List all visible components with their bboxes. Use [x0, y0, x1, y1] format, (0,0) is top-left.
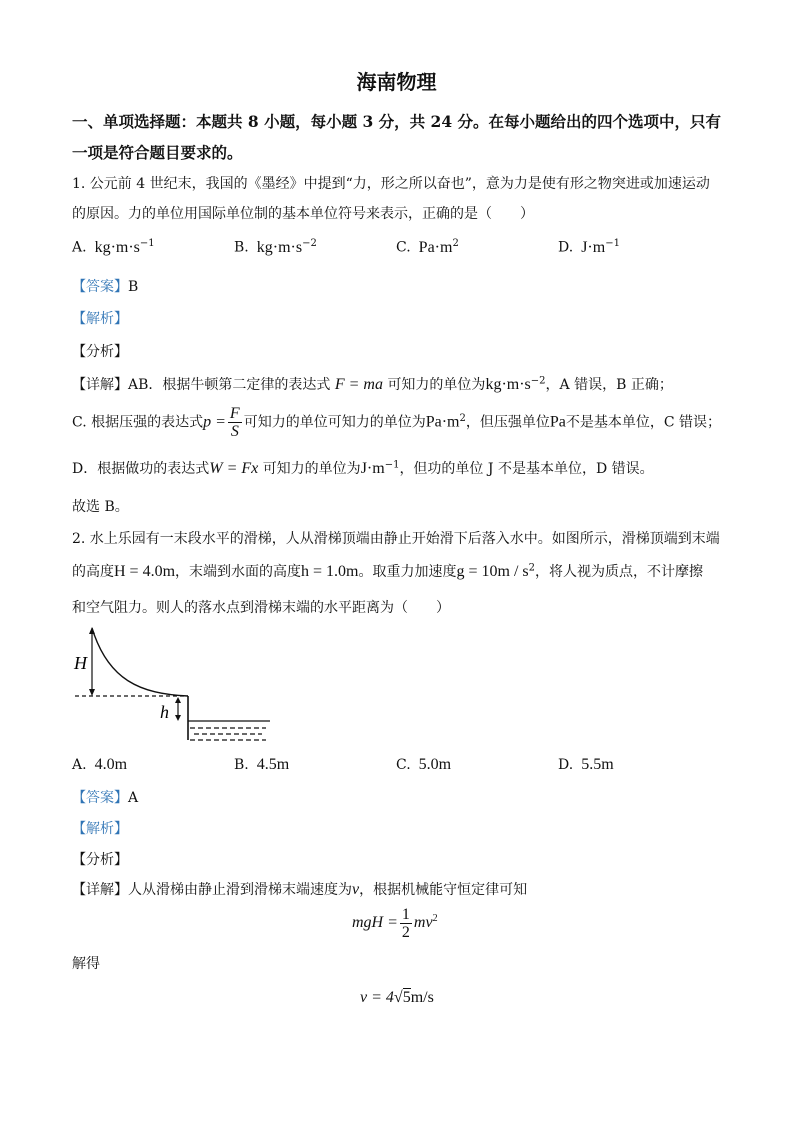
option-value: 5.5m [581, 756, 614, 773]
q1-fenxi-label: 【分析】 [72, 344, 128, 360]
option-exponent: −1 [605, 238, 620, 249]
q1-option-a [72, 238, 155, 257]
option-value: 4.5m [256, 756, 290, 773]
sqrt-icon: √ [393, 989, 403, 1006]
detail-text: 人从滑梯由静止滑到滑梯末端速度为 [128, 882, 352, 898]
q1-stem-line1: 1. 公元前 4 世纪末，我国的《墨经》中提到“力，形之所以奋也”，意为力是使有形之物突进或加速运动 [72, 176, 710, 192]
detail-text: 可知力的单位可知力的单位为 [243, 414, 426, 431]
unit: Pa·m [425, 413, 460, 431]
half-fraction [400, 906, 412, 941]
fraction-denominator: 2 [401, 924, 410, 941]
detail-text: ，根据机械能守恒定律可知 [359, 882, 528, 898]
stem-text: ，末端到水面的高度 [175, 564, 302, 580]
eq-left: mgH = [352, 914, 398, 932]
option-letter: B. [234, 757, 249, 773]
unit: J·m [360, 460, 385, 477]
option-value: 5.0m [418, 756, 452, 773]
unit: Pa [549, 413, 566, 431]
eq-right: mv [413, 914, 433, 932]
answer-label: 【答案】 [72, 790, 128, 806]
section-heading-line2: 一项是符合题目要求的。 [72, 143, 243, 162]
q1-option-b [234, 238, 317, 257]
unit-exponent: −2 [530, 375, 546, 387]
stem-text: 的高度 [72, 564, 114, 580]
answer-value: B [128, 279, 139, 295]
velocity-result [360, 989, 434, 1007]
q2-option-d [558, 756, 614, 774]
q1-answer [72, 276, 138, 296]
option-unit: kg·m·s [256, 238, 303, 256]
H-label: H [74, 653, 87, 673]
q1-analysis-label: 【解析】 [72, 311, 128, 327]
eq-exponent: 2 [432, 912, 438, 924]
detail-text: ，但压强单位 [465, 414, 550, 431]
option-exponent: −1 [139, 238, 155, 249]
fraction-numerator: 1 [401, 906, 410, 923]
detail-text: AB．根据牛顿第二定律的表达式 [128, 377, 331, 393]
option-letter: A. [72, 239, 87, 256]
detail-text: 不是基本单位，C 错误； [565, 414, 722, 431]
newton-formula: F = ma [334, 376, 383, 393]
result-unit: m/s [410, 989, 434, 1006]
slide-figure [70, 622, 280, 747]
gravity-exponent: 2 [528, 562, 536, 574]
work-formula: W = Fx [209, 460, 259, 477]
detail-text: ，但功的单位 J 不是基本单位，D 错误。 [399, 461, 654, 477]
detail-text: 可知力的单位为 [262, 461, 361, 477]
q2-detail-line1 [72, 879, 527, 899]
answer-value: A [128, 790, 139, 806]
arrow-down-icon [175, 715, 181, 721]
detail-text: ，A 错误，B 正确； [545, 377, 673, 393]
stem-text: 。取重力加速度 [358, 564, 457, 580]
q2-fenxi-label: 【分析】 [72, 852, 128, 868]
option-unit: Pa·m [418, 238, 453, 256]
q2-analysis-label: 【解析】 [72, 821, 128, 837]
q1-detail-line1 [72, 374, 673, 394]
q2-stem-line2 [72, 561, 703, 581]
q2-stem-line1: 2. 水上乐园有一末段水平的滑梯，人从滑梯顶端由静止开始滑下后落入水中。如图所示，滑梯顶端到末端 [72, 531, 720, 547]
option-letter: A. [72, 757, 87, 773]
unit-exponent: 2 [459, 412, 466, 424]
stem-text: ，将人视为质点，不计摩擦 [535, 564, 704, 580]
answer-label: 【答案】 [72, 279, 128, 295]
q2-stem-line3: 和空气阻力。则人的落水点到滑梯末端的水平距离为（ ） [72, 600, 450, 616]
section-heading-line1: 一、单项选择题：本题共 8 小题，每小题 3 分，共 24 分。在每小题给出的四个选项中，只有 [72, 112, 722, 131]
option-unit: J·m [581, 238, 606, 256]
q1-detail-line2 [72, 405, 721, 440]
energy-equation [352, 906, 438, 941]
detail-text: D．根据做功的表达式 [72, 461, 210, 477]
option-letter: C. [396, 239, 411, 256]
detail-text: C. 根据压强的表达式 [72, 414, 204, 431]
option-letter: B. [234, 239, 249, 256]
option-value: 4.0m [94, 756, 128, 773]
q1-conclusion: 故选 B。 [72, 499, 129, 515]
pressure-p: p = [203, 413, 226, 431]
jiede-label: 解得 [72, 956, 100, 972]
q2-option-a [72, 756, 127, 774]
arrow-up-icon [175, 697, 181, 703]
detail-label: 【详解】 [72, 377, 128, 393]
detail-text: 可知力的单位为 [387, 377, 486, 393]
height-h: h = 1.0m [301, 563, 359, 580]
q1-stem-line2: 的原因。力的单位用国际单位制的基本单位符号来表示，正确的是（ ） [72, 206, 534, 222]
option-unit: kg·m·s [94, 238, 140, 256]
detail-label: 【详解】 [72, 882, 128, 898]
option-letter: C. [396, 757, 411, 773]
q1-option-c [396, 238, 459, 257]
option-exponent: −2 [302, 238, 317, 249]
q2-option-b [234, 756, 289, 774]
slide-curve [92, 628, 188, 696]
q1-option-d [558, 238, 620, 257]
height-H: H = 4.0m [114, 563, 176, 580]
result-left: v = 4 [360, 989, 394, 1006]
pressure-fraction [228, 405, 242, 440]
option-exponent: 2 [452, 238, 459, 249]
fraction-numerator: F [229, 405, 240, 422]
radicand: 5 [402, 989, 411, 1006]
fraction-denominator: S [230, 423, 239, 440]
page-title: 海南物理 [356, 70, 437, 94]
q2-option-c [396, 756, 451, 774]
h-label: h [160, 702, 169, 722]
arrow-up-icon [89, 627, 95, 634]
option-letter: D. [558, 239, 574, 256]
gravity-g: g = 10m / s [456, 563, 529, 580]
unit: kg·m·s [485, 376, 531, 393]
unit-exponent: −1 [384, 459, 400, 471]
arrow-down-icon [89, 689, 95, 696]
q1-detail-line3 [72, 458, 654, 478]
velocity-v: v [352, 881, 360, 898]
q2-answer [72, 787, 138, 807]
option-letter: D. [558, 757, 574, 773]
